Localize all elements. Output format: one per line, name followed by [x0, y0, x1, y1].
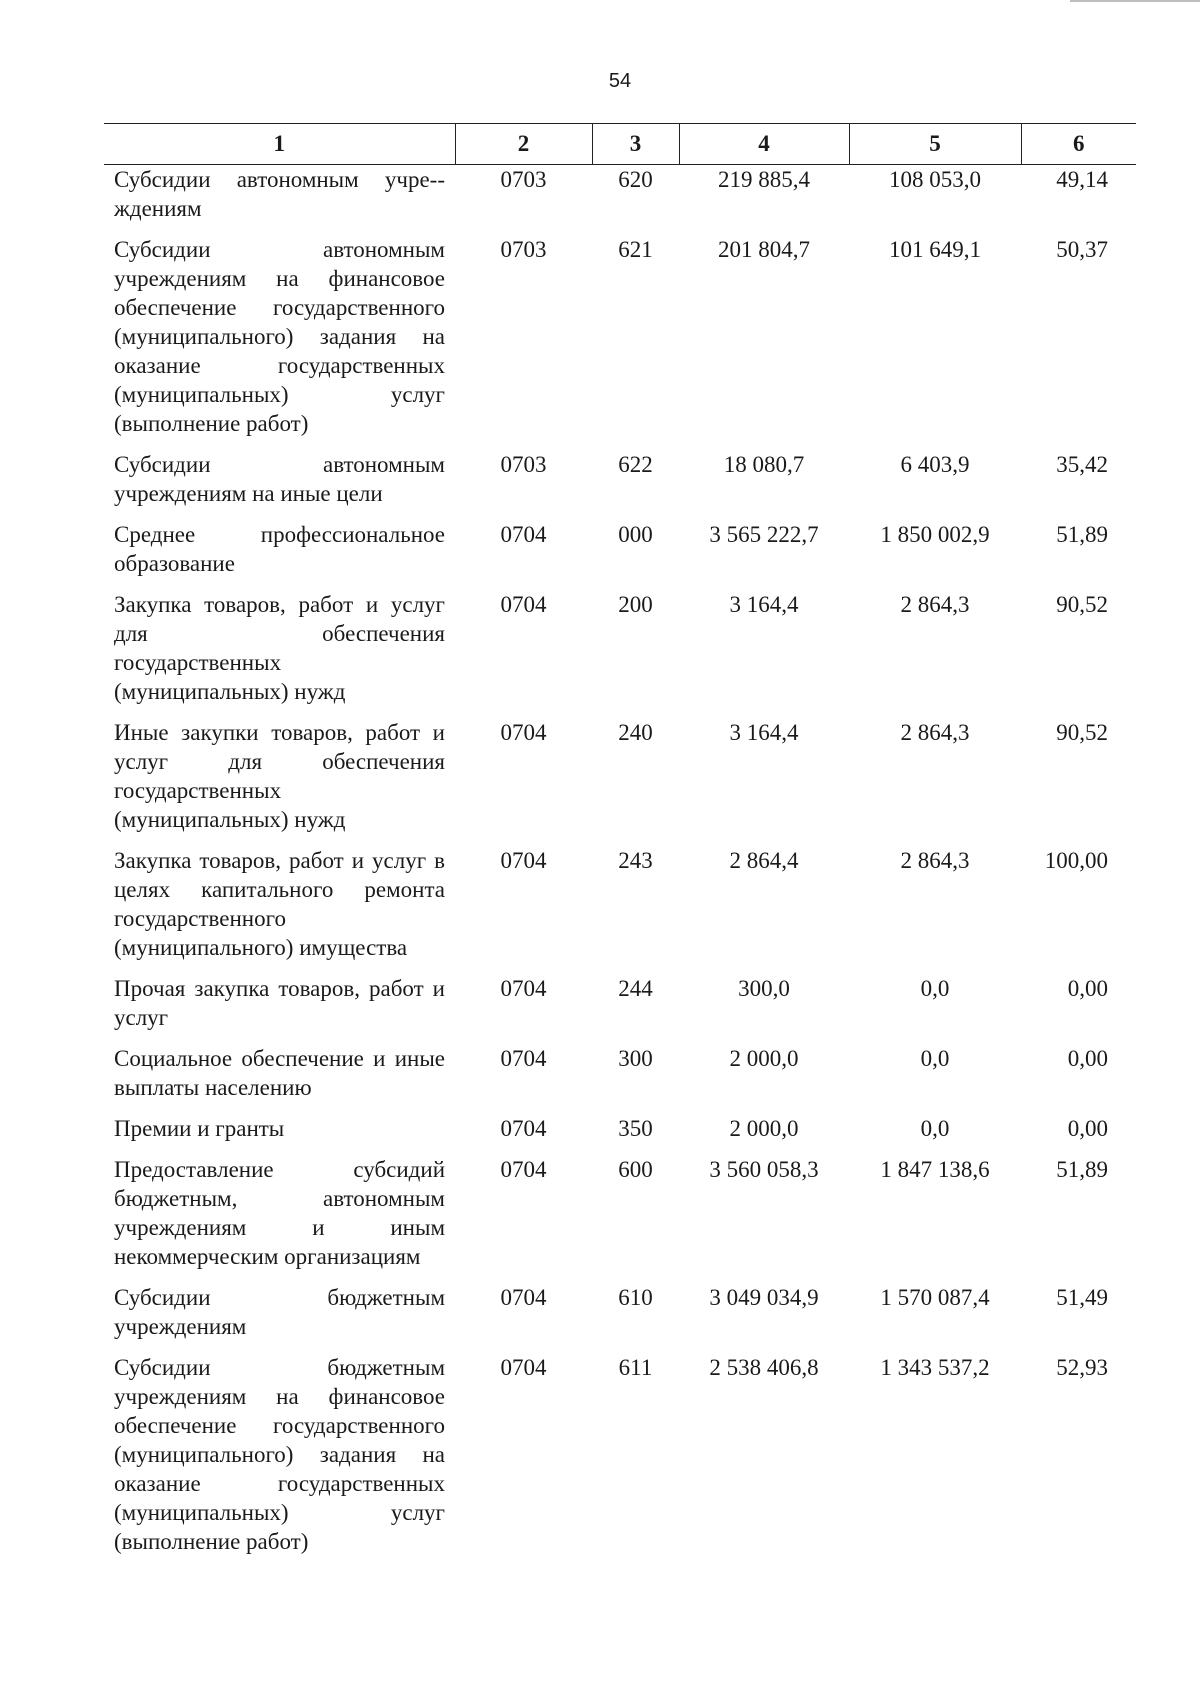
cell-expense-type: 350	[618, 1116, 653, 1141]
cell-section-code: 0704	[500, 976, 547, 1001]
cell-expense-type: 620	[618, 167, 653, 192]
cell-name: Субсидии бюджетным учреждениям	[114, 1285, 445, 1339]
table-row	[104, 718, 1136, 846]
table-row	[104, 1155, 1136, 1283]
cell-name: Среднее профессиональное образование	[114, 522, 445, 576]
table-row	[104, 1114, 1136, 1155]
budget-table	[104, 123, 1136, 1568]
cell-plan-amount: 201 804,7	[718, 237, 810, 262]
column-header-plan: 4	[679, 124, 849, 165]
cell-percent: 0,00	[1067, 1046, 1108, 1071]
cell-percent: 0,00	[1067, 1116, 1108, 1141]
cell-section-code: 0704	[500, 1157, 547, 1182]
cell-section-code: 0704	[500, 1116, 547, 1141]
cell-plan-amount: 300,0	[738, 976, 790, 1001]
cell-name: Иные закупки товаров, работ и услуг для обеспечения государственных (муниципальных) нужд	[114, 720, 445, 832]
cell-section-code: 0703	[500, 452, 547, 477]
cell-section-code: 0704	[500, 1046, 547, 1071]
table-body	[104, 165, 1136, 1569]
cell-actual-amount: 1 570 087,4	[880, 1285, 990, 1310]
cell-actual-amount: 6 403,9	[900, 452, 970, 477]
cell-expense-type: 244	[618, 976, 653, 1001]
cell-percent: 52,93	[1056, 1355, 1108, 1380]
budget-table-container	[104, 123, 1136, 1568]
cell-plan-amount: 219 885,4	[718, 167, 810, 192]
cell-section-code: 0703	[500, 167, 547, 192]
cell-plan-amount: 3 565 222,7	[709, 522, 819, 547]
cell-name: Социальное обеспечение и иные выплаты населению	[114, 1046, 445, 1100]
table-row	[104, 520, 1136, 590]
column-header-actual: 5	[849, 124, 1021, 165]
cell-percent: 49,14	[1056, 167, 1108, 192]
table-row	[104, 846, 1136, 974]
cell-plan-amount: 2 000,0	[729, 1116, 799, 1141]
cell-name: Предоставление субсидий бюджетным, автономным учреждениям и иным некоммерческим организациям	[114, 1157, 445, 1269]
cell-actual-amount: 2 864,3	[900, 592, 970, 617]
cell-section-code: 0704	[500, 592, 547, 617]
cell-expense-type: 600	[618, 1157, 653, 1182]
cell-expense-type: 200	[618, 592, 653, 617]
table-row	[104, 1283, 1136, 1353]
cell-actual-amount: 1 847 138,6	[880, 1157, 990, 1182]
cell-expense-type: 622	[618, 452, 653, 477]
cell-actual-amount: 108 053,0	[889, 167, 981, 192]
cell-actual-amount: 2 864,3	[900, 720, 970, 745]
cell-percent: 90,52	[1056, 592, 1108, 617]
cell-actual-amount: 2 864,3	[900, 848, 970, 873]
cell-expense-type: 240	[618, 720, 653, 745]
cell-name: Субсидии бюджетным учреждениям на финансовое обеспечение государственного (муниципального) задания на оказание государственных (муниципальных) услуг (выполнение работ)	[114, 1355, 445, 1554]
cell-expense-type: 000	[618, 522, 653, 547]
cell-actual-amount: 0,0	[920, 976, 950, 1001]
cell-expense-type: 610	[618, 1285, 653, 1310]
cell-percent: 51,89	[1056, 1157, 1108, 1182]
table-row	[104, 165, 1136, 236]
cell-plan-amount: 3 560 058,3	[709, 1157, 819, 1182]
cell-percent: 50,37	[1056, 237, 1108, 262]
table-row	[104, 974, 1136, 1044]
cell-percent: 100,00	[1044, 848, 1108, 873]
cell-name: Закупка товаров, работ и услуг в целях капитального ремонта государственного (муниципального) имущества	[114, 848, 445, 960]
table-row	[104, 590, 1136, 718]
column-header-section: 2	[455, 124, 592, 165]
cell-percent: 51,89	[1056, 522, 1108, 547]
cell-percent: 51,49	[1056, 1285, 1108, 1310]
table-row	[104, 235, 1136, 450]
cell-plan-amount: 3 049 034,9	[709, 1285, 819, 1310]
table-header	[104, 124, 1136, 165]
column-header-name: 1	[104, 124, 455, 165]
header-row	[104, 124, 1136, 165]
cell-section-code: 0704	[500, 848, 547, 873]
cell-section-code: 0703	[500, 237, 547, 262]
top-edge-rule	[1070, 0, 1200, 2]
cell-section-code: 0704	[500, 720, 547, 745]
cell-expense-type: 300	[618, 1046, 653, 1071]
cell-section-code: 0704	[500, 1285, 547, 1310]
table-row	[104, 1044, 1136, 1114]
cell-actual-amount: 1 850 002,9	[880, 522, 990, 547]
cell-section-code: 0704	[500, 1355, 547, 1380]
cell-plan-amount: 2 864,4	[729, 848, 799, 873]
page-number: 54	[608, 70, 632, 92]
cell-expense-type: 611	[618, 1355, 653, 1380]
cell-actual-amount: 0,0	[920, 1046, 950, 1071]
cell-section-code: 0704	[500, 522, 547, 547]
cell-percent: 90,52	[1056, 720, 1108, 745]
cell-percent: 35,42	[1056, 452, 1108, 477]
cell-percent: 0,00	[1067, 976, 1108, 1001]
table-row	[104, 450, 1136, 520]
cell-actual-amount: 0,0	[920, 1116, 950, 1141]
table-row	[104, 1353, 1136, 1568]
cell-expense-type: 243	[618, 848, 653, 873]
cell-name: Премии и гранты	[114, 1116, 285, 1141]
cell-actual-amount: 101 649,1	[889, 237, 981, 262]
cell-name: Субсидии автономным учре-ждениям	[114, 167, 445, 221]
cell-plan-amount: 18 080,7	[723, 452, 805, 477]
column-header-type: 3	[592, 124, 679, 165]
cell-name: Субсидии автономным учреждениям на иные цели	[114, 452, 445, 506]
cell-plan-amount: 2 000,0	[729, 1046, 799, 1071]
cell-name: Прочая закупка товаров, работ и услуг	[114, 976, 445, 1030]
cell-name: Закупка товаров, работ и услуг для обеспечения государственных (муниципальных) нужд	[114, 592, 445, 704]
cell-actual-amount: 1 343 537,2	[880, 1355, 990, 1380]
cell-name: Субсидии автономным учреждениям на финансовое обеспечение государственного (муниципального) задания на оказание государственных (муниципальных) услуг (выполнение работ)	[114, 237, 445, 436]
cell-expense-type: 621	[618, 237, 653, 262]
cell-plan-amount: 2 538 406,8	[709, 1355, 819, 1380]
cell-plan-amount: 3 164,4	[729, 720, 799, 745]
column-header-percent: 6	[1021, 124, 1136, 165]
cell-plan-amount: 3 164,4	[729, 592, 799, 617]
